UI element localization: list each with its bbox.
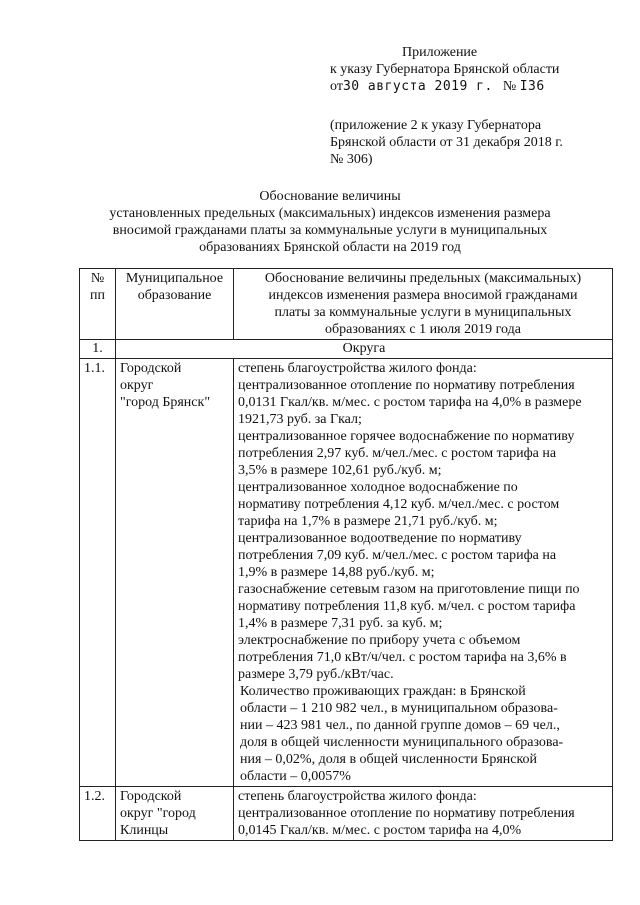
handwritten-number: I36 — [519, 79, 545, 94]
title-line: установленных предельных (максимальных) индексов изменения размера — [109, 206, 551, 221]
appendix-decree-ref: к указу Губернатора Брянской области — [330, 62, 560, 77]
population-summary: Количество проживающих граждан: в Брянской — [240, 684, 526, 699]
row-municipality: Городской округ "город Клинцы — [116, 787, 234, 841]
row-justification: степень благоустройства жилого фонда: централизованное отопление по нормативу потребления 0,0131 Гкал/кв. м/мес. с ростом тарифа на 4,0% в размере 1921,73 руб. за Гкал; централизованное горячее водоснабжение по нормативу потребления 2,97 куб. м/чел./мес. с ростом тарифа на 3,5% в размере 102,61 руб./куб. м; централизованное холодное водоснабжение по нормативу потребления 4,12 куб. м/чел./мес. с ростом тарифа на 1,7% в размере 21,71 руб./куб. м; централизованное водоотведение по нормативу потребления 7,09 куб. м/чел./мес. с ростом тарифа на 1,9% в размере 14,88 руб./куб. м; газоснабжение сетевым газом на приготовление пищи по нормативу потребления 11,8 куб. м/чел. с ростом тарифа 1,4% в размере 7,31 руб. за куб. м; электроснабжение по прибору учета с объемом потребления 71,0 кВт/ч/чел. с ростом тарифа на 3,6% в размере 3,79 руб./кВт/час. Количество проживающих граждан: в Брянской области – 1 210 982 чел., в муниципальном образова- нии – 423 981 чел., по данной группе домов – 69 чел., доля в общей численности муниципального образова- ния – 0,02%, доля в общей численности Брянской области – 0,0057% — [234, 359, 613, 787]
document-title — [80, 188, 580, 256]
row-municipality: Городской округ "город Брянск" — [116, 359, 234, 787]
title-line: вносимой гражданами платы за коммунальные услуги в муниципальных — [112, 223, 548, 238]
number-prefix: № — [502, 79, 517, 94]
appendix-block — [330, 44, 630, 95]
date-prefix: от — [330, 79, 343, 94]
section-row — [80, 340, 613, 359]
table-header-row — [80, 269, 613, 340]
amendment-note — [330, 117, 610, 168]
table-row — [80, 787, 613, 841]
note-line: Брянской области от 31 декабря 2018 г. — [330, 135, 563, 150]
header-num: № пп — [80, 269, 116, 340]
note-line: (приложение 2 к указу Губернатора — [330, 118, 542, 133]
handwritten-date: 30 августа 2019 г. — [342, 79, 493, 94]
justification-table — [79, 268, 613, 841]
table-row — [80, 359, 613, 787]
header-justification: Обоснование величины предельных (максимальных) индексов изменения размера вносимой гражданами платы за коммунальные услуги в муниципальных образованиях с 1 июля 2019 года — [234, 269, 613, 340]
title-line: Обоснование величины — [259, 189, 401, 204]
section-num: 1. — [80, 340, 116, 359]
row-justification: степень благоустройства жилого фонда: централизованное отопление по нормативу потребления 0,0145 Гкал/кв. м/мес. с ростом тарифа на 4,0% — [234, 787, 613, 841]
appendix-label: Приложение — [402, 45, 478, 60]
row-num: 1.1. — [80, 359, 116, 787]
section-label: Округа — [116, 340, 613, 359]
title-line: образованиях Брянской области на 2019 год — [199, 240, 461, 255]
header-municipality: Муниципальное образование — [116, 269, 234, 340]
note-line: № 306) — [330, 152, 373, 167]
appendix-date-line — [330, 78, 630, 95]
row-num: 1.2. — [80, 787, 116, 841]
